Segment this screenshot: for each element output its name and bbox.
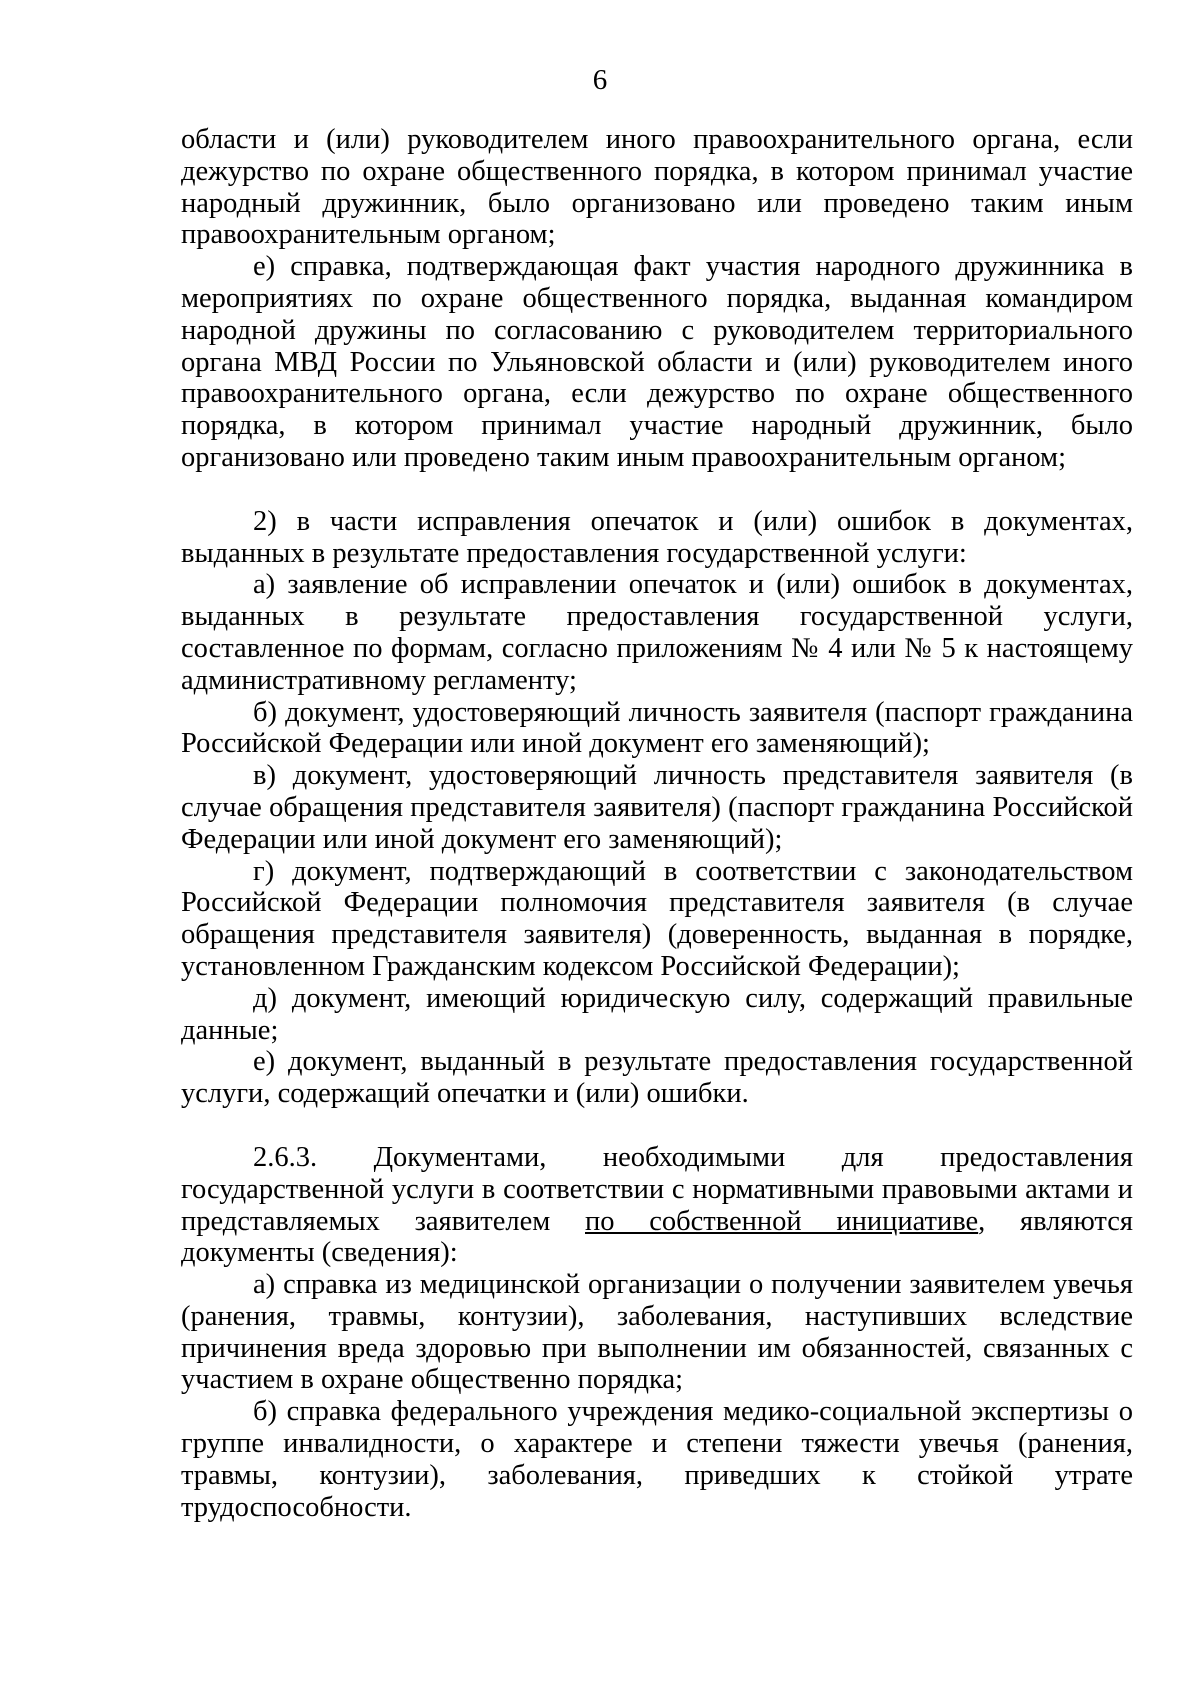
intro-text-before: 2.6.3. Документами, необходимыми для предоставления государственной услуги в соответствии с нормативными правовыми актами и представляемых заявителем <box>181 1141 1133 1237</box>
list-item-a-application: а) заявление об исправлении опечаток и (или) ошибок в документах, выданных в результате предоставления государственной услуги, составленное по формам, согласно приложениям № 4 или № 5 к настоящему административному регламенту; <box>181 569 1133 696</box>
list-item-b-identity: б) документ, удостоверяющий личность заявителя (паспорт гражданина Российской Федерации или иной документ его заменяющий); <box>181 696 1133 760</box>
intro-text-after: , являются документы (сведения): <box>181 1205 1133 1269</box>
list-item-g-authority: г) документ, подтверждающий в соответствии с законодательством Российской Федерации полномочия представителя заявителя (в случае обращения представителя заявителя) (доверенность, выданная в порядке, установленном Гражданским кодексом Российской Федерации); <box>181 855 1133 982</box>
intro-text-underlined: по собственной инициативе <box>585 1205 979 1237</box>
page-number: 6 <box>592 64 608 96</box>
list-item-d-correct-data: д) документ, имеющий юридическую силу, содержащий правильные данные; <box>181 982 1133 1046</box>
list-item-v-representative-identity: в) документ, удостоверяющий личность представителя заявителя (в случае обращения представителя заявителя) (паспорт гражданина Российской Федерации или иной документ его заменяющий); <box>181 760 1133 855</box>
section-2-6-3-intro <box>181 1142 1133 1269</box>
section-2-heading: 2) в части исправления опечаток и (или) ошибок в документах, выданных в результате предоставления государственной услуги: <box>181 505 1133 569</box>
list-item-e-erroneous-document: е) документ, выданный в результате предоставления государственной услуги, содержащий опечатки и (или) ошибки. <box>181 1046 1133 1110</box>
paragraph-continuation: области и (или) руководителем иного правоохранительного органа, если дежурство по охране общественного порядка, в котором принимал участие народный дружинник, было организовано или проведено таким иным правоохранительным органом; <box>181 124 1133 251</box>
spacer <box>181 474 1133 506</box>
spacer <box>181 1110 1133 1142</box>
list-item-b-disability-certificate: б) справка федерального учреждения медико-социальной экспертизы о группе инвалидности, о характере и степени тяжести увечья (ранения, травмы, контузии), заболевания, приведших к стойкой утрате трудоспособности. <box>181 1396 1133 1523</box>
list-item-e-certificate: е) справка, подтверждающая факт участия народного дружинника в мероприятиях по охране общественного порядка, выданная командиром народной дружины по согласованию с руководителем территориального органа МВД России по Ульяновской области и (или) руководителем иного правоохранительного органа, если дежурство по охране общественного порядка, в котором принимал участие народный дружинник, было организовано или проведено таким иным правоохранительным органом; <box>181 251 1133 473</box>
document-body <box>181 124 1133 1523</box>
list-item-a-medical-certificate: а) справка из медицинской организации о получении заявителем увечья (ранения, травмы, контузии), заболевания, наступивших вследствие причинения вреда здоровью при выполнении им обязанностей, связанных с участием в охране общественно порядка; <box>181 1269 1133 1396</box>
